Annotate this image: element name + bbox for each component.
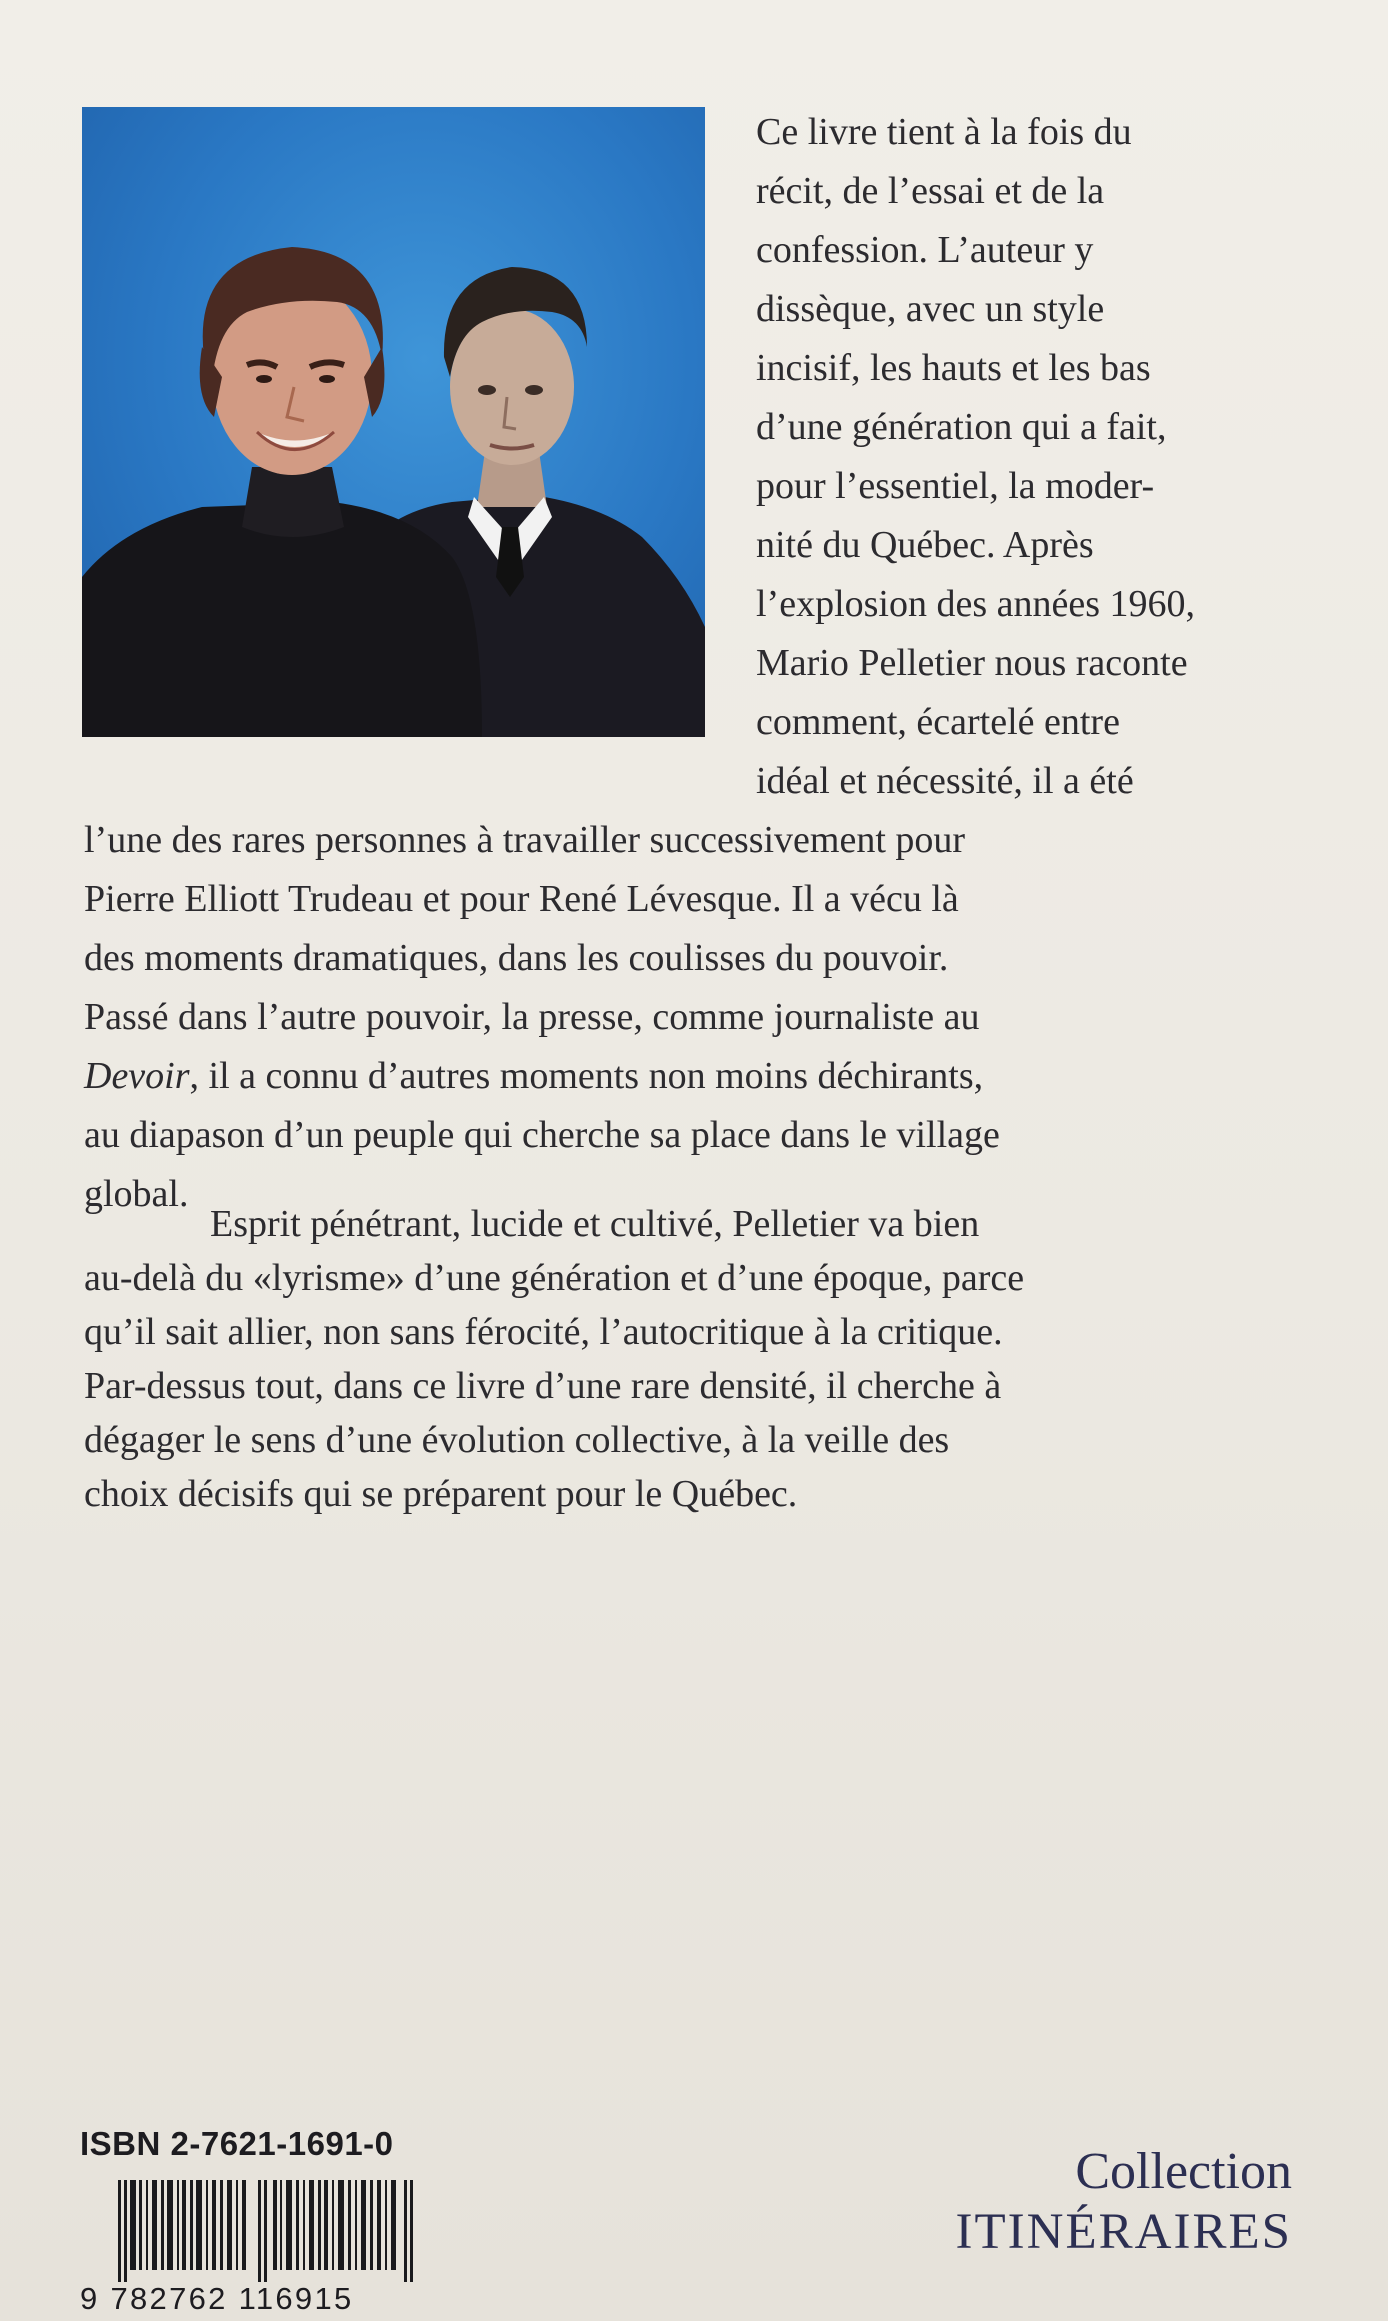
blurb-line: d’une génération qui a fait, — [756, 406, 1167, 448]
blurb-line: idéal et nécessité, il a été — [756, 760, 1134, 802]
blurb-line: l’explosion des années 1960, — [756, 583, 1196, 625]
blurb-line: Pierre Elliott Trudeau et pour René Lévesque. Il a vécu là — [84, 878, 959, 920]
blurb-line: dissèque, avec un style — [756, 288, 1105, 330]
blurb-line: Par-dessus tout, dans ce livre d’une rare densité, il cherche à — [84, 1365, 1002, 1407]
author-photo-illustration — [82, 107, 705, 737]
author-photo — [82, 107, 705, 737]
blurb-paragraph-2 — [84, 1197, 1306, 1521]
barcode-icon — [118, 2180, 414, 2282]
blurb-line: au diapason d’un peuple qui cherche sa place dans le village — [84, 1114, 1000, 1156]
blurb-line: qu’il sait allier, non sans férocité, l’autocritique à la critique. — [84, 1311, 1003, 1353]
blurb-line: des moments dramatiques, dans les coulisses du pouvoir. — [84, 937, 949, 979]
barcode-digits: 9 782762 116915 — [80, 2281, 354, 2316]
blurb-line: Passé dans l’autre pouvoir, la presse, comme journaliste au — [84, 996, 980, 1038]
blurb-line: incisif, les hauts et les bas — [756, 347, 1151, 389]
blurb-line: dégager le sens d’une évolution collective, à la veille des — [84, 1419, 950, 1461]
collection-name: ITINÉRAIRES — [955, 2204, 1292, 2260]
blurb-line: Esprit pénétrant, lucide et cultivé, Pelletier va bien — [210, 1203, 980, 1245]
blurb-line: confession. L’auteur y — [756, 229, 1094, 271]
blurb-line: choix décisifs qui se préparent pour le Québec. — [84, 1473, 798, 1515]
collection-label: Collection — [1075, 2143, 1292, 2200]
blurb-paragraph-1-top — [756, 103, 1331, 811]
blurb-line: nité du Québec. Après — [756, 524, 1094, 566]
blurb-line: au-delà du «lyrisme» d’une génération et d’une époque, parce — [84, 1257, 1025, 1299]
blurb-line-rest: , il a connu d’autres moments non moins déchirants, — [189, 1055, 984, 1097]
blurb-line: Ce livre tient à la fois du — [756, 111, 1132, 153]
isbn-label: ISBN 2-7621-1691-0 — [80, 2125, 394, 2162]
blurb-line: pour l’essentiel, la moder- — [756, 465, 1155, 507]
blurb-line: récit, de l’essai et de la — [756, 170, 1105, 212]
blurb-line — [84, 1047, 1306, 1106]
blurb-line: global. — [84, 1173, 189, 1215]
blurb-paragraph-1-bottom — [84, 811, 1306, 1224]
newspaper-title-devoir: Devoir — [84, 1055, 190, 1097]
blurb-line: Mario Pelletier nous raconte — [756, 642, 1188, 684]
blurb-line: l’une des rares personnes à travailler successivement pour — [84, 819, 966, 861]
blurb-line: comment, écartelé entre — [756, 701, 1120, 743]
